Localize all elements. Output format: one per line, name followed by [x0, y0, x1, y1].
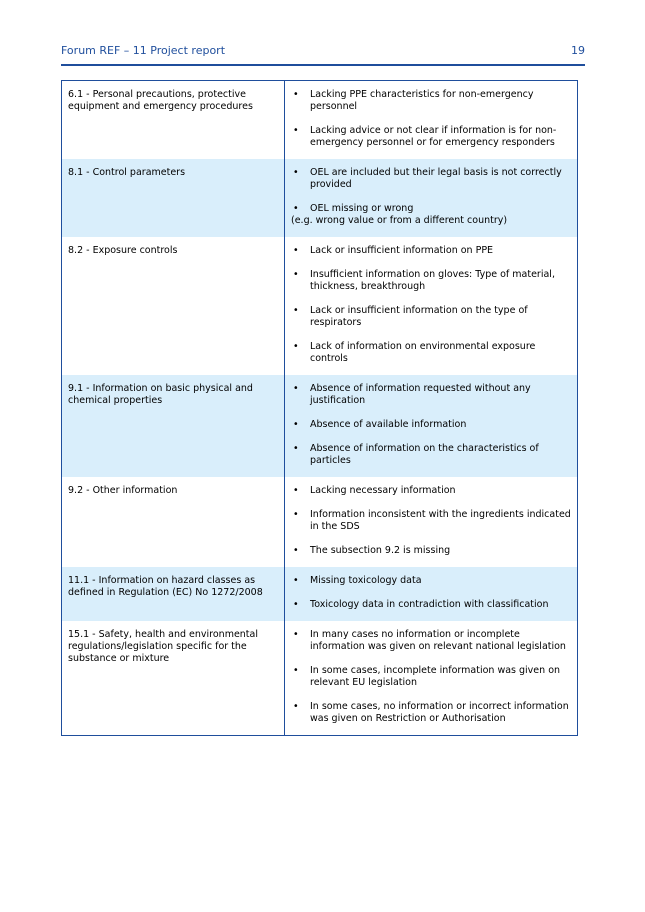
findings-cell	[285, 237, 578, 375]
table-row	[62, 237, 578, 375]
list-item: • Lack or insufficient information on the type of respirators	[291, 305, 571, 329]
section-cell: 9.2 - Other information	[62, 477, 285, 567]
section-cell: 15.1 - Safety, health and environmental regulations/legislation specific for the substance or mixture	[62, 621, 285, 736]
table-row	[62, 375, 578, 477]
finding-list	[291, 383, 571, 467]
list-item: • Missing toxicology data	[291, 575, 571, 587]
list-item: • Lack or insufficient information on PPE	[291, 245, 571, 257]
list-item: • Toxicology data in contradiction with classification	[291, 599, 571, 611]
list-item: • Lacking advice or not clear if information is for non-emergency personnel or for emergency responders	[291, 125, 571, 149]
list-item: • In some cases, incomplete information was given on relevant EU legislation	[291, 665, 571, 689]
findings-cell	[285, 621, 578, 736]
list-item: • Lacking PPE characteristics for non-emergency personnel	[291, 89, 571, 113]
list-item: • Absence of information on the characteristics of particles	[291, 443, 571, 467]
table-row	[62, 159, 578, 237]
finding-list	[291, 575, 571, 611]
findings-cell	[285, 477, 578, 567]
finding-list	[291, 485, 571, 557]
table-row	[62, 567, 578, 621]
page-header	[61, 44, 585, 66]
list-item: • The subsection 9.2 is missing	[291, 545, 571, 557]
sds-deficiency-table	[61, 80, 578, 736]
table-row	[62, 621, 578, 736]
section-cell: 6.1 - Personal precautions, protective equipment and emergency procedures	[62, 81, 285, 160]
finding-list	[291, 89, 571, 149]
section-cell: 8.1 - Control parameters	[62, 159, 285, 237]
list-item-note: (e.g. wrong value or from a different country)	[291, 215, 508, 226]
list-item: • Insufficient information on gloves: Type of material, thickness, breakthrough	[291, 269, 571, 293]
table-row	[62, 477, 578, 567]
list-item-text: OEL missing or wrong	[310, 203, 414, 214]
list-item: • OEL are included but their legal basis is not correctly provided	[291, 167, 571, 191]
finding-list	[291, 167, 571, 227]
section-cell: 8.2 - Exposure controls	[62, 237, 285, 375]
findings-cell	[285, 375, 578, 477]
list-item: • Lacking necessary information	[291, 485, 571, 497]
findings-cell	[285, 81, 578, 160]
findings-cell	[285, 567, 578, 621]
list-item: • Information inconsistent with the ingredients indicated in the SDS	[291, 509, 571, 533]
table-row	[62, 81, 578, 160]
finding-list	[291, 245, 571, 365]
list-item	[291, 203, 571, 227]
report-title: Forum REF – 11 Project report	[61, 44, 226, 57]
list-item: • In many cases no information or incomplete information was given on relevant national legislation	[291, 629, 571, 653]
finding-list	[291, 629, 571, 725]
findings-cell	[285, 159, 578, 237]
list-item: • In some cases, no information or incorrect information was given on Restriction or Authorisation	[291, 701, 571, 725]
page-number: 19	[571, 44, 585, 57]
section-cell: 11.1 - Information on hazard classes as defined in Regulation (EC) No 1272/2008	[62, 567, 285, 621]
list-item: • Absence of information requested without any justification	[291, 383, 571, 407]
list-item: • Absence of available information	[291, 419, 571, 431]
list-item: • Lack of information on environmental exposure controls	[291, 341, 571, 365]
section-cell: 9.1 - Information on basic physical and chemical properties	[62, 375, 285, 477]
